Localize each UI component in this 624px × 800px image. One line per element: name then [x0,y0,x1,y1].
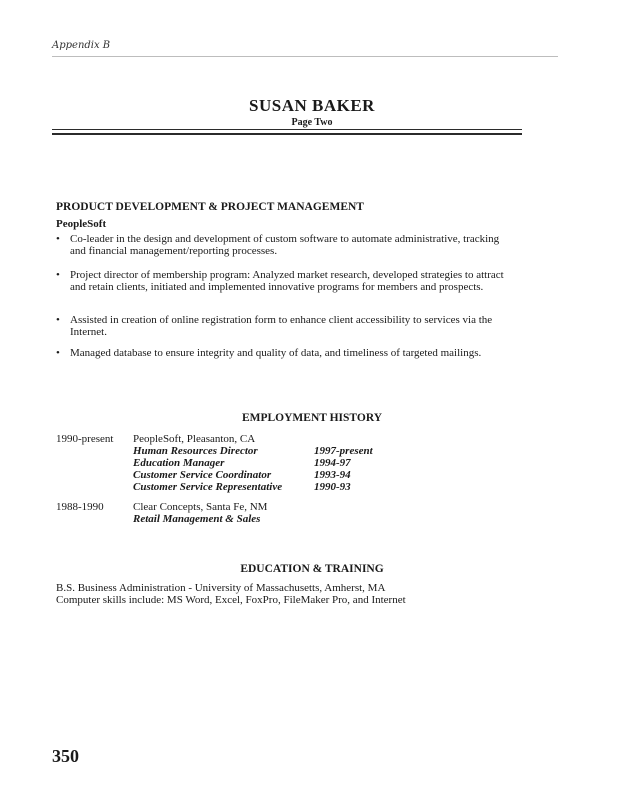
list-item: • Managed database to ensure integrity and quality of data, and timeliness of targeted mailings. [56,347,516,359]
product-company: PeopleSoft [56,218,107,230]
job-employer: PeopleSoft, Pleasanton, CA [133,433,256,445]
page-number: 350 [52,746,79,766]
role-title: Education Manager [133,457,225,469]
job-role [133,513,473,525]
employment-section-title: EMPLOYMENT HISTORY [241,412,383,424]
list-item: • Project director of membership program: Analyzed market research, developed strategies to attract and retain clients, initiated and implemented innovative programs for members and prospects. [56,269,516,314]
education-line: B.S. Business Administration - University of Massachusetts, Amherst, MA [56,582,386,594]
role-years: 1994-97 [314,457,351,469]
name-divider-thick [52,133,522,135]
role-years: 1993-94 [314,469,351,481]
role-title: Retail Management & Sales [133,513,261,525]
job-employer: Clear Concepts, Santa Fe, NM [133,501,268,513]
job-role [133,469,473,481]
job-details [133,501,473,525]
job-details [133,433,473,493]
job-role [133,445,473,457]
product-bullet-list [56,233,516,359]
job-dates: 1990-present [56,433,114,445]
job-role [133,457,473,469]
job-role [133,481,473,493]
role-title: Customer Service Coordinator [133,469,272,481]
name-divider-thin [52,129,522,130]
role-title: Customer Service Representative [133,481,283,493]
list-item: • Assisted in creation of online registration form to enhance client accessibility to services via the Internet. [56,314,516,347]
resume-name: SUSAN BAKER [249,96,375,115]
header-divider [52,56,558,57]
resume-page-label: Page Two [291,117,333,128]
product-section-title: PRODUCT DEVELOPMENT & PROJECT MANAGEMENT [56,201,364,213]
list-item: • Co-leader in the design and development of custom software to automate administrative, tracking and financial management/reporting processes. [56,233,516,269]
role-title: Human Resources Director [133,445,258,457]
education-details [56,582,556,606]
education-section-title: EDUCATION & TRAINING [240,563,384,575]
role-years: 1997-present [314,445,373,457]
running-header: Appendix B [52,40,111,51]
role-years: 1990-93 [314,481,351,493]
job-dates: 1988-1990 [56,501,104,513]
education-line: Computer skills include: MS Word, Excel, FoxPro, FileMaker Pro, and Internet [56,594,406,606]
